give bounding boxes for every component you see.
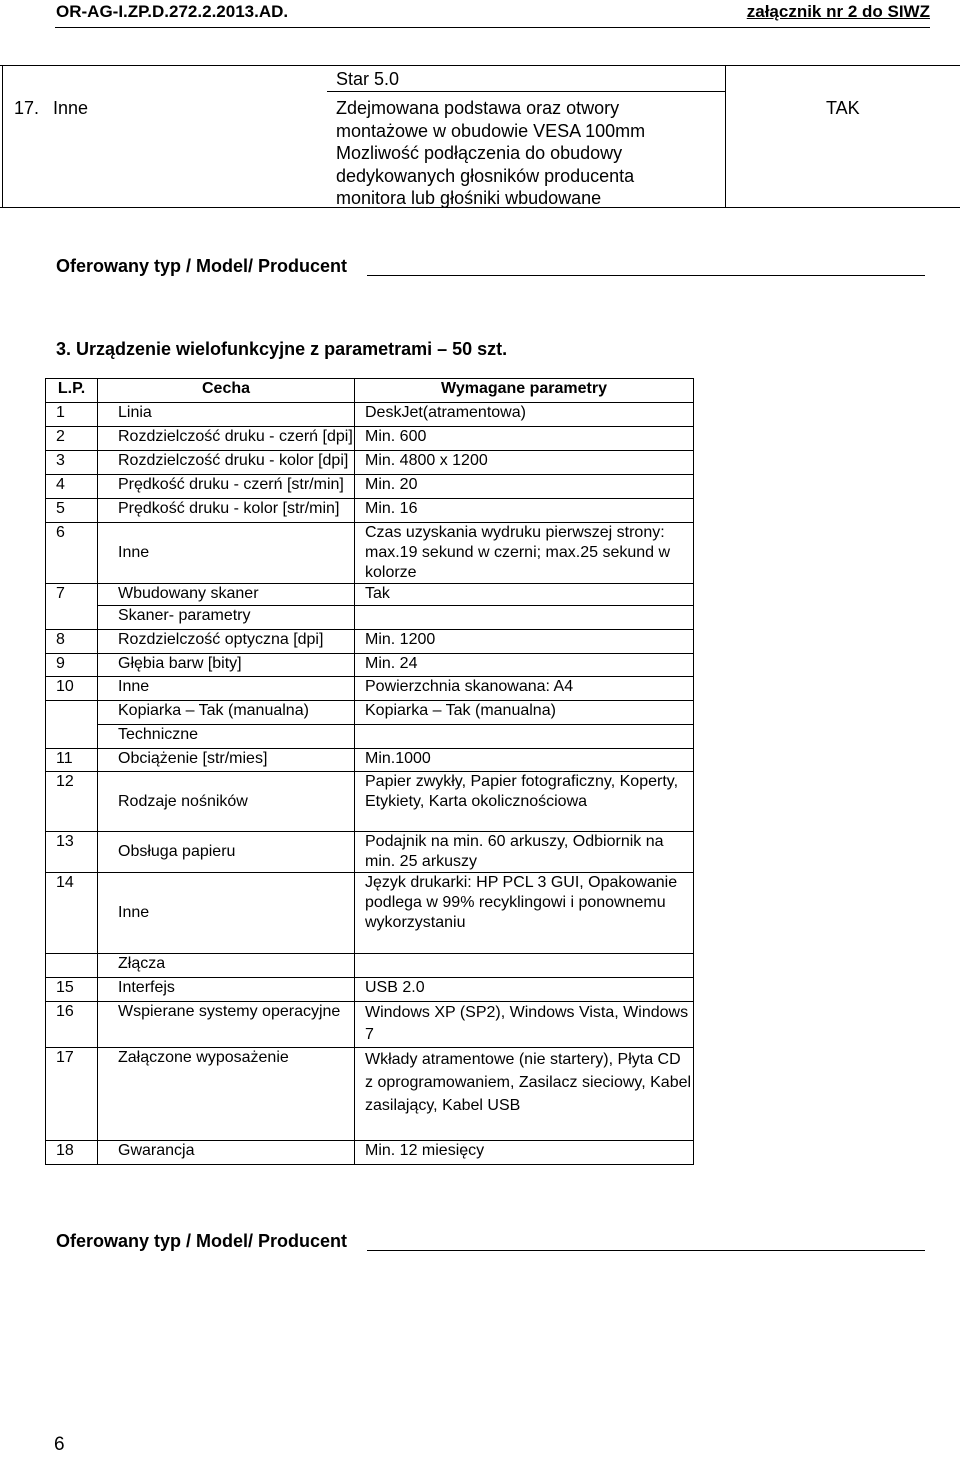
- row-number: 1: [46, 403, 98, 427]
- row-feature: Inne: [98, 677, 355, 701]
- row-value: Powierzchnia skanowana: A4: [355, 677, 694, 701]
- row-number: 17.: [14, 98, 40, 118]
- table-row: [46, 403, 694, 427]
- page-number: 6: [54, 1434, 65, 1455]
- row-number: 16: [46, 1002, 98, 1048]
- row-value: Podajnik na min. 60 arkuszy, Odbiornik na min. 25 arkuszy: [355, 832, 694, 873]
- empty-cell: [46, 954, 98, 978]
- row-feature: Linia: [98, 403, 355, 427]
- table-row: [46, 677, 694, 701]
- row-value: Min. 1200: [355, 630, 694, 654]
- table-subheader-row: [46, 725, 694, 749]
- row-feature: Wspierane systemy operacyjne: [98, 1002, 355, 1048]
- row-number: 12: [46, 772, 98, 832]
- empty-cell: [46, 701, 98, 725]
- row-feature: Obsługa papieru: [98, 832, 355, 873]
- row-value: Min. 20: [355, 475, 694, 499]
- empty-cell: [355, 725, 694, 749]
- row-value: Wkłady atramentowe (nie startery), Płyta CD z oprogramowaniem, Zasilacz sieciowy, Kabel zasilający, Kabel USB: [355, 1048, 694, 1141]
- row-value: Min. 600: [355, 427, 694, 451]
- table-row: [46, 523, 694, 584]
- row-number: 13: [46, 832, 98, 873]
- subheader-scanner: Skaner- parametry: [98, 606, 355, 630]
- header-feature: Cecha: [98, 379, 355, 403]
- row-value: Kopiarka – Tak (manualna): [355, 701, 694, 725]
- table-row: [46, 701, 694, 725]
- row-number: 11: [46, 749, 98, 772]
- offer-fill-line: [367, 275, 925, 276]
- requirement-value: TAK: [826, 98, 860, 118]
- row-number: 4: [46, 475, 98, 499]
- table-row: [46, 451, 694, 475]
- row-number: 6: [46, 523, 98, 584]
- row-value: Tak: [355, 584, 694, 606]
- empty-cell: [46, 725, 98, 749]
- row-feature: Inne: [98, 523, 355, 584]
- row-feature: Prędkość druku - kolor [str/min]: [98, 499, 355, 523]
- row-number: 7: [46, 584, 98, 606]
- header-requirements: Wymagane parametry: [355, 379, 694, 403]
- row-value: Min.1000: [355, 749, 694, 772]
- empty-cell: [355, 954, 694, 978]
- row-feature: Głębia barw [bity]: [98, 654, 355, 677]
- row-feature: Rozdzielczość druku - czerń [dpi]: [98, 427, 355, 451]
- table-row: [46, 584, 694, 606]
- row-number: 3: [46, 451, 98, 475]
- table-row: [46, 1048, 694, 1141]
- section-title: 3. Urządzenie wielofunkcyjne z parametrami – 50 szt.: [56, 339, 508, 359]
- header-divider: [55, 27, 930, 28]
- empty-cell: [46, 606, 98, 630]
- row-number: 15: [46, 978, 98, 1002]
- table-row: [46, 772, 694, 832]
- row-value: Min. 24: [355, 654, 694, 677]
- table-row: [46, 654, 694, 677]
- spec-table: [45, 378, 694, 1165]
- subheader-connectors: Złącza: [98, 954, 355, 978]
- table-row: [46, 1141, 694, 1165]
- row-number: 5: [46, 499, 98, 523]
- header-lp: L.P.: [46, 379, 98, 403]
- row-number: 14: [46, 873, 98, 954]
- table-row: [46, 475, 694, 499]
- row-number: 10: [46, 677, 98, 701]
- row-feature: Inne: [98, 873, 355, 954]
- row-feature: Kopiarka – Tak (manualna): [98, 701, 355, 725]
- table-row: [46, 832, 694, 873]
- row-number: 9: [46, 654, 98, 677]
- empty-cell: [355, 606, 694, 630]
- offer-label: Oferowany typ / Model/ Producent: [56, 256, 348, 276]
- table-header-row: [46, 379, 694, 403]
- table-row: [46, 427, 694, 451]
- row-feature: Rozdzielczość druku - kolor [dpi]: [98, 451, 355, 475]
- offer-label: Oferowany typ / Model/ Producent: [56, 1231, 348, 1251]
- subheader-technical: Techniczne: [98, 725, 355, 749]
- row-feature: Załączone wyposażenie: [98, 1048, 355, 1141]
- row-value: Min. 4800 x 1200: [355, 451, 694, 475]
- row-value: DeskJet(atramentowa): [355, 403, 694, 427]
- row-feature: Obciążenie [str/mies]: [98, 749, 355, 772]
- table-row: [46, 499, 694, 523]
- row-value: Min. 12 miesięcy: [355, 1141, 694, 1165]
- row-value: Min. 16: [355, 499, 694, 523]
- row-value: Język drukarki: HP PCL 3 GUI, Opakowanie podlega w 99% recyklingowi i ponownemu wykorzystaniu: [355, 873, 694, 954]
- row-feature: Wbudowany skaner: [98, 584, 355, 606]
- row-number: 18: [46, 1141, 98, 1165]
- row-number: 17: [46, 1048, 98, 1141]
- row-value: Czas uzyskania wydruku pierwszej strony: max.19 sekund w czerni; max.25 sekund w kolorze: [355, 523, 694, 584]
- feature-label: Inne: [53, 98, 89, 118]
- row-feature: Interfejs: [98, 978, 355, 1002]
- document-id: OR-AG-I.ZP.D.272.2.2013.AD.: [56, 2, 289, 21]
- row-feature: Prędkość druku - czerń [str/min]: [98, 475, 355, 499]
- table-row: [46, 1002, 694, 1048]
- table-subheader-row: [46, 954, 694, 978]
- row-number: 8: [46, 630, 98, 654]
- top-table: [0, 65, 960, 208]
- table-row: [46, 749, 694, 772]
- row-value: Papier zwykły, Papier fotograficzny, Koperty, Etykiety, Karta okolicznościowa: [355, 772, 694, 832]
- row-feature: Rodzaje nośników: [98, 772, 355, 832]
- row-value: Windows XP (SP2), Windows Vista, Windows 7: [355, 1002, 694, 1048]
- table-row: [46, 873, 694, 954]
- requirement-text: Zdejmowana podstawa oraz otwory montażowe w obudowie VESA 100mm Mozliwość podłączenia do obudowy dedykowanych głosników producenta monitora lub głośniki wbudowane: [336, 98, 646, 208]
- offer-fill-line: [367, 1250, 925, 1251]
- row-feature: Gwarancja: [98, 1141, 355, 1165]
- attachment-label: załącznik nr 2 do SIWZ: [746, 2, 930, 21]
- row-number: 2: [46, 427, 98, 451]
- row-feature: Rozdzielczość optyczna [dpi]: [98, 630, 355, 654]
- row-value: USB 2.0: [355, 978, 694, 1002]
- table-row: [46, 978, 694, 1002]
- table-row: [46, 630, 694, 654]
- star-rating: Star 5.0: [336, 69, 400, 89]
- table-subheader-row: [46, 606, 694, 630]
